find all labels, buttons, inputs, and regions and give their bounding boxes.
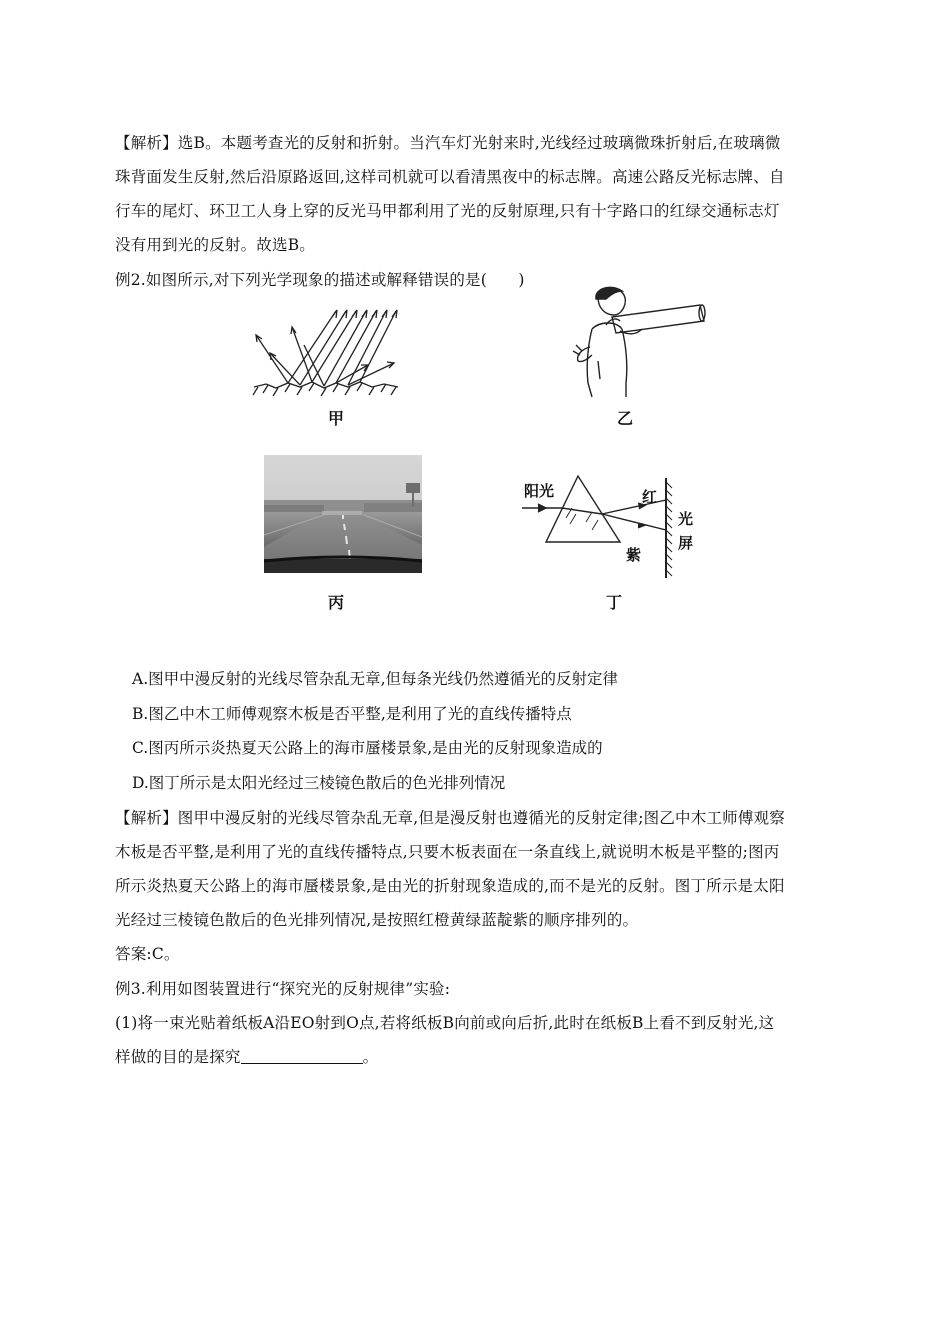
- option-d: D.图丁所示是太阳光经过三棱镜色散后的色光排列情况: [132, 774, 506, 792]
- example3-q1-line-1: (1)将一束光贴着纸板A沿EO射到O点,若将纸板B向前或向后折,此时在纸板B上看不到反射光,这: [115, 1014, 775, 1032]
- figure-jia-diffuse-reflection: [248, 305, 408, 400]
- prism-label-red: 红: [642, 488, 658, 506]
- figure-jia-caption: 甲: [327, 409, 344, 428]
- example3-q1-prefix: 样做的目的是探究: [115, 1048, 241, 1066]
- analysis2-line-4: 光经过三棱镜色散后的色光排列情况,是按照红橙黄绿蓝靛紫的顺序排列的。: [115, 911, 639, 929]
- answer-2: 答案:C。: [115, 945, 180, 963]
- option-a: A.图甲中漫反射的光线尽管杂乱无章,但每条光线仍然遵循光的反射定律: [132, 670, 619, 688]
- figure-yi-carpenter: [570, 285, 710, 400]
- analysis1-line-1: 【解析】选B。本题考查光的反射和折射。当汽车灯光射来时,光线经过玻璃微珠折射后,在玻璃微: [115, 134, 781, 152]
- prism-label-purple: 紫: [626, 546, 642, 564]
- analysis2-line-2: 木板是否平整,是利用了光的直线传播特点,只要木板表面在一条直线上,就说明木板是平整的;图丙: [115, 843, 780, 861]
- figure-yi-caption: 乙: [616, 409, 633, 428]
- analysis2-line-3: 所示炎热夏天公路上的海市蜃楼景象,是由光的折射现象造成的,而不是光的反射。图丁所示是太阳: [115, 877, 785, 895]
- analysis1-line-4: 没有用到光的反射。故选B。: [115, 236, 315, 254]
- analysis2-line-1: 【解析】图甲中漫反射的光线尽管杂乱无章,但是漫反射也遵循光的反射定律;图乙中木工师傅观察: [115, 809, 785, 827]
- prism-label-screen-1: 光: [678, 510, 694, 528]
- figure-ding-prism-dispersion: [520, 468, 700, 580]
- analysis1-line-3: 行车的尾灯、环卫工人身上穿的反光马甲都利用了光的反射原理,只有十字路口的红绿交通标志灯: [115, 202, 780, 220]
- answer-blank[interactable]: [241, 1045, 363, 1064]
- prism-label-screen-2: 屏: [678, 534, 694, 552]
- analysis1-line-2: 珠背面发生反射,然后沿原路返回,这样司机就可以看清黑夜中的标志牌。高速公路反光标志牌、自: [115, 168, 785, 186]
- example3-q1-suffix: 。: [362, 1048, 379, 1066]
- option-b: B.图乙中木工师傅观察木板是否平整,是利用了光的直线传播特点: [132, 705, 572, 723]
- figure-bing-caption: 丙: [327, 593, 344, 612]
- prism-label-sunlight: 阳光: [524, 482, 555, 500]
- figure-ding-caption: 丁: [605, 593, 622, 612]
- example3-q1-line-2: [115, 1040, 845, 1075]
- option-c: C.图丙所示炎热夏天公路上的海市蜃楼景象,是由光的反射现象造成的: [132, 739, 603, 757]
- example2-question: 例2.如图所示,对下列光学现象的描述或解释错误的是( ): [115, 271, 525, 289]
- figure-bing-road-mirage: [264, 455, 422, 573]
- example3-title: 例3.利用如图装置进行“探究光的反射规律”实验:: [115, 980, 451, 998]
